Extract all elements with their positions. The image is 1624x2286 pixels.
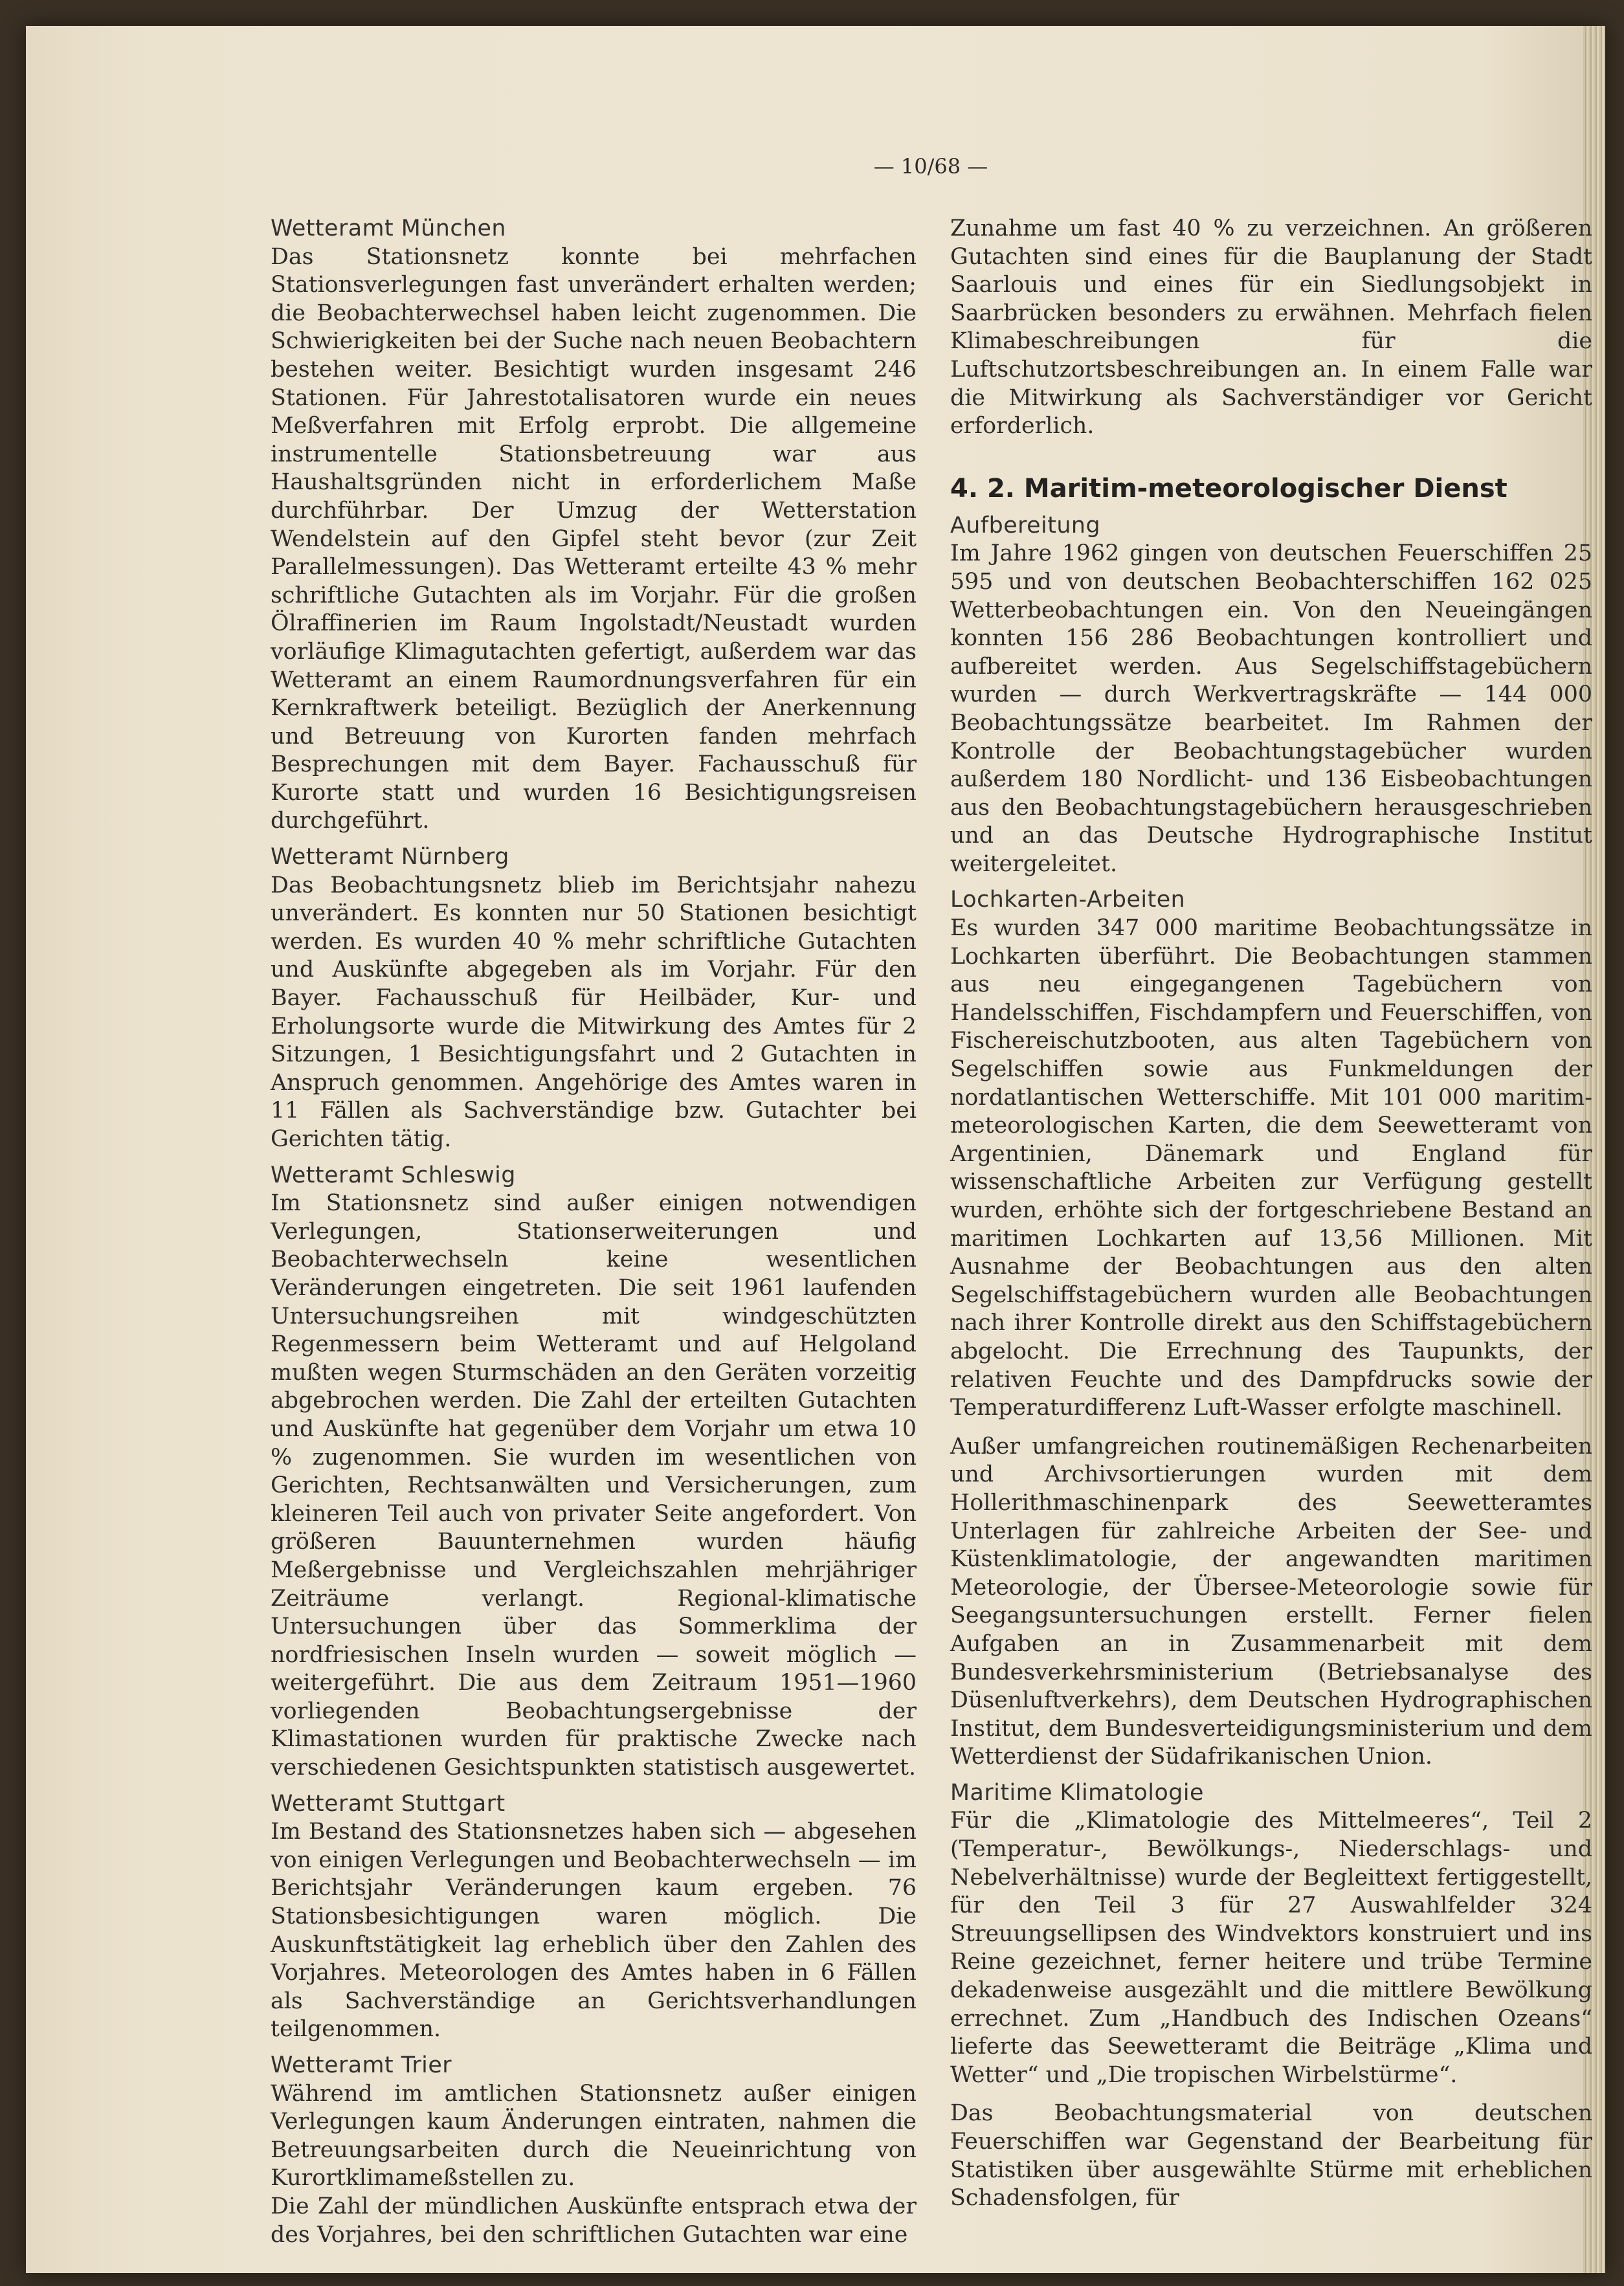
section-heading-lochkarten: Lochkarten-Arbeiten [950,887,1186,913]
paragraph-stuttgart: Im Bestand des Stationsnetzes haben sich — abgesehen von einigen Verlegungen und Beobachterwechseln — im Berichtsjahr Veränderungen kaum ergeben. 76 Stationsbesichtigungen waren möglich. Die Auskunftstätigkeit lag erheblich über den Zahlen des Vorjahres. Meteorologen des Amtes haben in 6 Fällen als Sachverständige an Gerichtsverhandlungen teilgenommen. [271,1819,917,2043]
section-heading-nuernberg: Wetteramt Nürnberg [271,844,509,871]
paragraph-klimatologie-2: Das Beobachtungsmaterial von deutschen Feuerschiffen war Gegenstand der Bearbeitung für Statistiken über ausgewählte Stürme mit erheblichen Schadensfolgen, für [950,2100,1592,2212]
paragraph-trier-continuation: Zunahme um fast 40 % zu verzeichnen. An größeren Gutachten sind eines für die Bauplanung der Stadt Saarlouis und eines für ein Siedlungsobjekt in Saarbrücken besonders zu erwähnen. Mehrfach fielen Klimabeschreibungen für die Luftschutzortsbeschreibungen an. In einem Falle war die Mitwirkung als Sachverständiger vor Gericht erforderlich. [950,216,1592,439]
paragraph-lochkarten-2: Außer umfangreichen routinemäßigen Rechenarbeiten und Archivsortierungen wurden mit dem Hollerithmaschinenpark des Seewetteramtes Unterlagen für zahlreiche Arbeiten der See- und Küstenklimatologie, der angewandten maritimen Meteorologie, der Übersee-Meteorologie sowie für Seegangsuntersuchungen erstellt. Ferner fielen Aufgaben an in Zusammenarbeit mit dem Bundesverkehrsministerium (Betriebsanalyse des Düsenluftverkehrs), dem Deutschen Hydrographischen Institut, dem Bundesverteidigungsministerium und dem Wetterdienst der Südafrikanischen Union. [950,1433,1592,1770]
section-heading-trier: Wetteramt Trier [271,2052,452,2078]
left-column [271,215,917,2249]
paragraph-aufbereitung: Im Jahre 1962 gingen von deutschen Feuerschiffen 25 595 und von deutschen Beobachterschiffen 162 025 Wetterbeobachtungen ein. Von den Neueingängen konnten 156 286 Beobachtungen kontrolliert und aufbereitet werden. Aus Segelschiffstagebüchern wurden — durch Werkvertragskräfte — 144 000 Beobachtungssätze bearbeitet. Im Rahmen der Kontrolle der Beobachtungstagebücher wurden außerdem 180 Nordlicht- und 136 Eisbeobachtungen aus den Beobachtungstagebüchern herausgeschrieben und an das Deutsche Hydrographische Institut weitergeleitet. [950,540,1592,877]
section-heading-schleswig: Wetteramt Schleswig [271,1162,516,1188]
paragraph-nuernberg: Das Beobachtungsnetz blieb im Berichtsjahr nahezu unverändert. Es konnten nur 50 Stationen besichtigt werden. Es wurden 40 % mehr schriftliche Gutachten und Auskünfte abgegeben als im Vorjahr. Für den Bayer. Fachausschuß für Heilbäder, Kur- und Erholungsorte wurde die Mitwirkung des Amtes für 2 Sitzungen, 1 Besichtigungsfahrt und 2 Gutachten in Anspruch genommen. Angehörige des Amtes waren in 11 Fällen als Sachverständige bzw. Gutachter bei Gerichten tätig. [271,872,917,1152]
paragraph-trier-1: Während im amtlichen Stationsnetz außer einigen Verlegungen kaum Änderungen eintraten, nahmen die Betreuungsarbeiten durch die Neueinrichtung von Kurortklimameßstellen zu. [271,2080,917,2192]
section-heading-aufbereitung: Aufbereitung [950,512,1101,538]
right-column [950,215,1592,2213]
paragraph-lochkarten-1: Es wurden 347 000 maritime Beobachtungssätze in Lochkarten überführt. Die Beobachtungen stammen aus neu eingegangenen Tagebüchern von Handelsschiffen, Fischdampfern und Feuerschiffen, von Fischereischutzbooten, aus alten Tagebüchern von Segelschiffen sowie aus Funkmeldungen der nordatlantischen Wetterschiffe. Mit 101 000 maritim-meteorologischen Karten, die dem Seewetteramt von Argentinien, Dänemark und England für wissenschaftliche Arbeiten zur Verfügung gestellt wurden, erhöhte sich der fortgeschriebene Bestand an maritimen Lochkarten auf 13,56 Millionen. Mit Ausnahme der Beobachtungen aus den alten Segelschiffstagebüchern wurden alle Beobachtungen nach ihrer Kontrolle direkt aus den Schiffstagebüchern abgelocht. Die Errechnung des Taupunkts, der relativen Feuchte und des Dampfdrucks sowie der Temperaturdifferenz Luft-Wasser erfolgte maschinell. [950,915,1592,1421]
paragraph-trier-2: Die Zahl der mündlichen Auskünfte entsprach etwa der des Vorjahres, bei den schriftlichen Gutachten war eine [271,2193,917,2248]
document-page [26,26,1605,2273]
paragraph-schleswig: Im Stationsnetz sind außer einigen notwendigen Verlegungen, Stationserweiterungen und Beobachterwechseln keine wesentlichen Veränderungen eingetreten. Die seit 1961 laufenden Untersuchungsreihen mit windgeschützten Regenmessern beim Wetteramt und auf Helgoland mußten wegen Sturmschäden an den Geräten vorzeitig abgebrochen werden. Die Zahl der erteilten Gutachten und Auskünfte hat gegenüber dem Vorjahr um etwa 10 % zugenommen. Sie wurden im wesentlichen von Gerichten, Rechtsanwälten und Versicherungen, zum kleineren Teil auch von privater Seite angefordert. Von größeren Bauunternehmen wurden häufig Meßergebnisse und Vergleichszahlen mehrjähriger Zeiträume verlangt. Regional-klimatische Untersuchungen über das Sommerklima der nordfriesischen Inseln wurden — soweit möglich — weitergeführt. Die aus dem Zeitraum 1951—1960 vorliegenden Beobachtungsergebnisse der Klimastationen wurden für praktische Zwecke nach verschiedenen Gesichtspunkten statistisch ausgewertet. [271,1190,917,1781]
chapter-title: 4. 2. Maritim-meteorologischer Dienst [950,473,1507,504]
section-heading-stuttgart: Wetteramt Stuttgart [271,1790,506,1817]
section-heading-muenchen: Wetteramt München [271,216,506,241]
page-number: — 10/68 — [873,154,988,179]
section-heading-klimatologie: Maritime Klimatologie [950,1779,1204,1806]
paragraph-klimatologie-1: Für die „Klimatologie des Mittelmeeres“, Teil 2 (Temperatur-, Bewölkungs-, Niederschlags- und Nebelverhältnisse) wurde der Begleittext fertiggestellt, für den Teil 3 für 27 Auswahlfelder 324 Streuungsellipsen des Windvektors konstruiert und ins Reine gezeichnet, ferner heitere und trübe Termine dekadenweise ausgezählt und die mittlere Bewölkung errechnet. Zum „Handbuch des Indischen Ozeans“ lieferte das Seewetteramt die Beiträge „Klima und Wetter“ und „Die tropischen Wirbelstürme“. [950,1808,1592,2088]
paragraph-muenchen: Das Stationsnetz konnte bei mehrfachen Stationsverlegungen fast unverändert erhalten werden; die Beobachterwechsel haben leicht zugenommen. Die Schwierigkeiten bei der Suche nach neuen Beobachtern bestehen weiter. Besichtigt wurden insgesamt 246 Stationen. Für Jahrestotalisatoren wurde ein neues Meßverfahren mit Erfolg erprobt. Die allgemeine instrumentelle Stationsbetreuung war aus Haushaltsgründen nicht in erforderlichem Maße durchführbar. Der Umzug der Wetterstation Wendelstein auf den Gipfel steht bevor (zur Zeit Parallelmessungen). Das Wetteramt erteilte 43 % mehr schriftliche Gutachten als im Vorjahr. Für die großen Ölraffinerien im Raum Ingolstadt/Neustadt wurden vorläufige Klimagutachten gefertigt, außerdem war das Wetteramt an einem Raumordnungsverfahren für ein Kernkraftwerk beteiligt. Bezüglich der Anerkennung und Betreuung von Kurorten fanden mehrfach Besprechungen mit dem Bayer. Fachausschuß für Kurorte statt und wurden 16 Besichtigungsreisen durchgeführt. [271,243,917,834]
